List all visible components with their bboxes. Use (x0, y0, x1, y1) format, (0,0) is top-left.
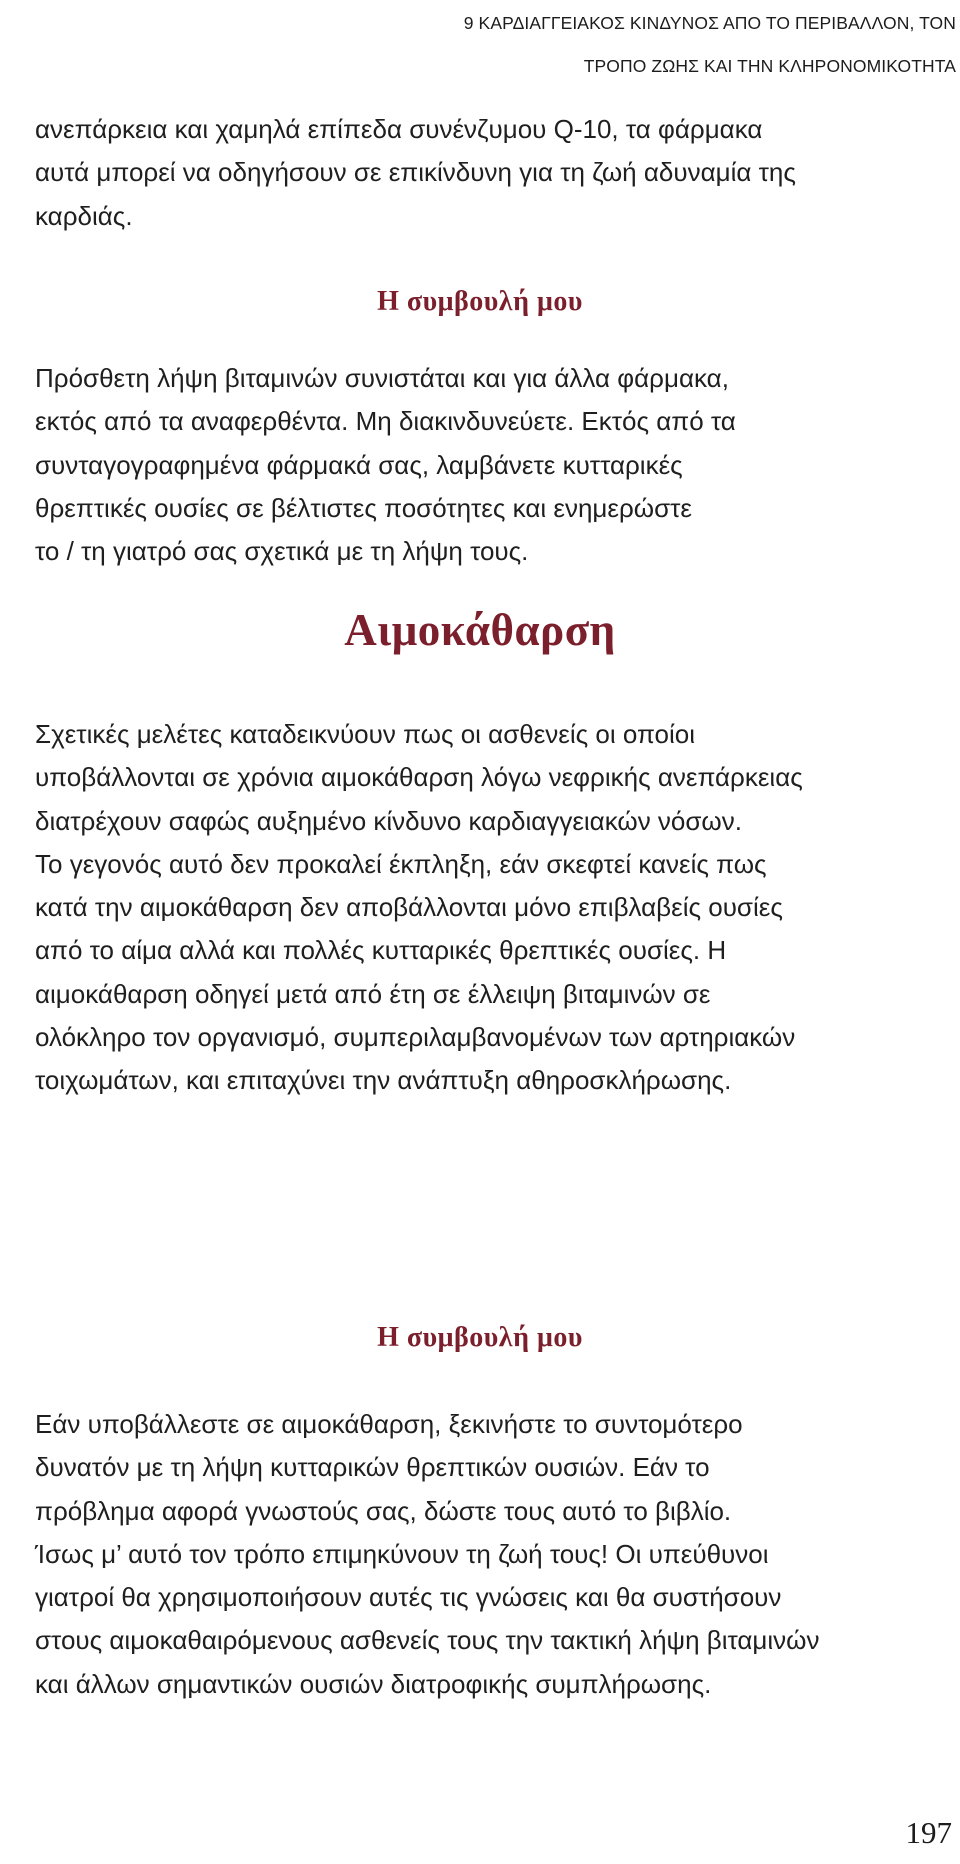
text-line: θρεπτικές ουσίες σε βέλτιστες ποσότητες και ενημερώστε (35, 492, 692, 523)
text-line: ολόκληρο τον οργανισμό, συμπεριλαμβανομένων των αρτηριακών (35, 1022, 796, 1053)
section-title: Αιμοκάθαρση (344, 605, 616, 655)
advice-heading: Η συμβουλή μου (377, 1322, 583, 1353)
text-line: και άλλων σημαντικών ουσιών διατροφικής συμπλήρωσης. (35, 1668, 712, 1699)
text-line: Το γεγονός αυτό δεν προκαλεί έκπληξη, εάν σκεφτεί κανείς πως (35, 848, 767, 879)
text-line: ανεπάρκεια και χαμηλά επίπεδα συνένζυμου Q-10, τα φάρμακα (35, 114, 763, 144)
text-line: Σχετικές μελέτες καταδεικνύουν πως οι ασθενείς οι οποίοι (35, 719, 696, 749)
text-line: γιατροί θα χρησιμοποιήσουν αυτές τις γνώσεις και θα συστήσουν (35, 1582, 782, 1613)
advice-paragraph (35, 357, 955, 573)
text-line: αυτά μπορεί να οδηγήσουν σε επικίνδυνη για τη ζωή αδυναμία της (35, 157, 796, 188)
text-line: τοιχωμάτων, και επιταχύνει την ανάπτυξη αθηροσκλήρωσης. (35, 1065, 732, 1096)
header-line: 9 ΚΑΡΔΙΑΓΓΕΙΑΚΟΣ ΚΙΝΔΥΝΟΣ ΑΠΟ ΤΟ ΠΕΡΙΒΑΛΛΟΝ, ΤΟΝ (463, 13, 956, 33)
text-line: δυνατόν με τη λήψη κυτταρικών θρεπτικών ουσιών. Εάν το (35, 1452, 710, 1483)
running-header (256, 2, 956, 88)
text-line: διατρέχουν σαφώς αυξημένο κίνδυνο καρδιαγγειακών νόσων. (35, 805, 742, 836)
text-line: από το αίμα αλλά και πολλές κυτταρικές θρεπτικές ουσίες. Η (35, 935, 727, 966)
text-line: πρόβλημα αφορά γνωστούς σας, δώστε τους αυτό το βιβλίο. (35, 1495, 732, 1526)
text-line: καρδιάς. (35, 200, 133, 231)
text-line: αιμοκάθαρση οδηγεί μετά από έτη σε έλλειψη βιταμινών σε (35, 978, 711, 1009)
text-line: στους αιμοκαθαιρόμενους ασθενείς τους την τακτική λήψη βιταμινών (35, 1625, 820, 1656)
text-line: Ίσως μ’ αυτό τον τρόπο επιμηκύνουν τη ζωή τους! Οι υπεύθυνοι (35, 1538, 769, 1569)
intro-paragraph (35, 108, 955, 238)
advice-paragraph (35, 1403, 955, 1706)
text-line: το / τη γιατρό σας σχετικά με τη λήψη τους. (35, 536, 529, 567)
text-line: Πρόσθετη λήψη βιταμινών συνιστάται και για άλλα φάρμακα, (35, 363, 729, 393)
text-line: Εάν υποβάλλεστε σε αιμοκάθαρση, ξεκινήστε το συντομότερο (35, 1409, 743, 1439)
text-line: συνταγογραφημένα φάρμακά σας, λαμβάνετε κυτταρικές (35, 449, 683, 480)
text-line: εκτός από τα αναφερθέντα. Μη διακινδυνεύετε. Εκτός από τα (35, 406, 736, 437)
header-line: ΤΡΟΠΟ ΖΩΗΣ ΚΑΙ ΤΗΝ ΚΛΗΡΟΝΟΜΙΚΟΤΗΤΑ (583, 56, 956, 76)
section-paragraph (35, 713, 955, 1103)
text-line: κατά την αιμοκάθαρση δεν αποβάλλονται μόνο επιβλαβείς ουσίες (35, 892, 783, 923)
text-line: υποβάλλονται σε χρόνια αιμοκάθαρση λόγω νεφρικής ανεπάρκειας (35, 762, 803, 793)
page-number: 197 (905, 1815, 952, 1850)
advice-heading: Η συμβουλή μου (377, 286, 583, 317)
